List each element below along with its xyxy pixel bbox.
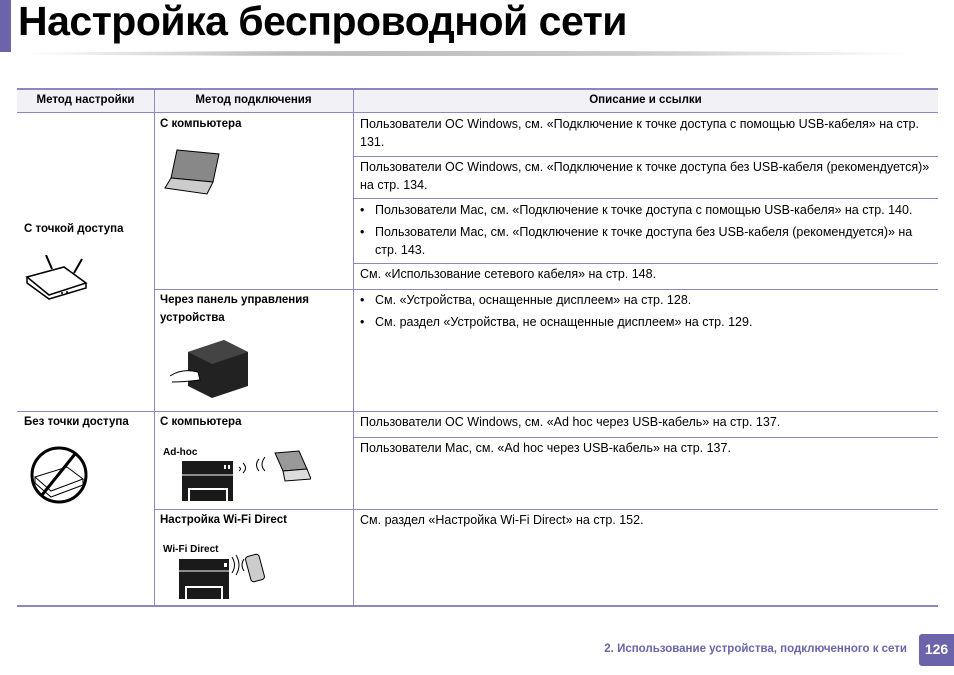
desc-list [360,291,935,335]
laptop-icon [163,148,223,196]
desc-row: Пользователи ОС Windows, см. «Подключение к точке доступа с помощью USB-кабеля» на стр. 131. [360,117,919,149]
printer-panel-icon [168,338,250,400]
table-header [17,88,938,113]
desc-item: • См. «Устройства, оснащенные дисплеем» на стр. 128. [360,291,935,309]
adhoc-printer-laptop-icon [181,449,311,501]
desc-list [360,201,935,263]
conn-adhoc-from-computer: С компьютера [160,416,242,428]
desc-row: Пользователи ОС Windows, см. «Ad hoc через USB-кабель» на стр. 137. [360,415,781,429]
title-accent-bar [0,0,11,52]
header-connection-method: Метод подключения [195,94,312,106]
title-rule [18,51,918,56]
desc-row: См. раздел «Настройка Wi-Fi Direct» на стр. 152. [360,513,644,527]
conn-wifi-direct: Настройка Wi-Fi Direct [160,514,287,526]
conn-control-panel: Через панель управления устройства [160,294,310,324]
desc-item: • Пользователи Mac, см. «Подключение к точке доступа с помощью USB-кабеля» на стр. 140. [360,201,935,219]
page-number: 126 [919,634,954,666]
adhoc-label: Ad-hoc [163,447,198,458]
desc-item: • Пользователи Mac, см. «Подключение к точке доступа без USB-кабеля (рекомендуется)» на стр. 143. [360,223,935,259]
wifi-direct-printer-phone-icon [178,553,268,599]
header-description: Описание и ссылки [589,94,702,106]
conn-from-computer: С компьютера [160,118,242,130]
no-router-icon [25,445,93,507]
setup-method-with-ap: С точкой доступа [24,223,124,235]
page-title: Настройка беспроводной сети [18,0,627,44]
router-icon [24,255,90,300]
header-setup-method: Метод настройки [36,94,135,106]
desc-item: • См. раздел «Устройства, не оснащенные дисплеем» на стр. 129. [360,313,935,331]
wifi-direct-label: Wi-Fi Direct [163,544,219,555]
desc-row: Пользователи Mac, см. «Ad hoc через USB-кабель» на стр. 137. [360,441,731,455]
footer-chapter: 2. Использование устройства, подключенного к сети [604,643,907,655]
desc-row: См. «Использование сетевого кабеля» на стр. 148. [360,267,657,281]
setup-method-without-ap: Без точки доступа [24,416,129,428]
desc-row: Пользователи ОС Windows, см. «Подключение к точке доступа без USB-кабеля (рекомендуется)» на стр. 134. [360,160,930,192]
